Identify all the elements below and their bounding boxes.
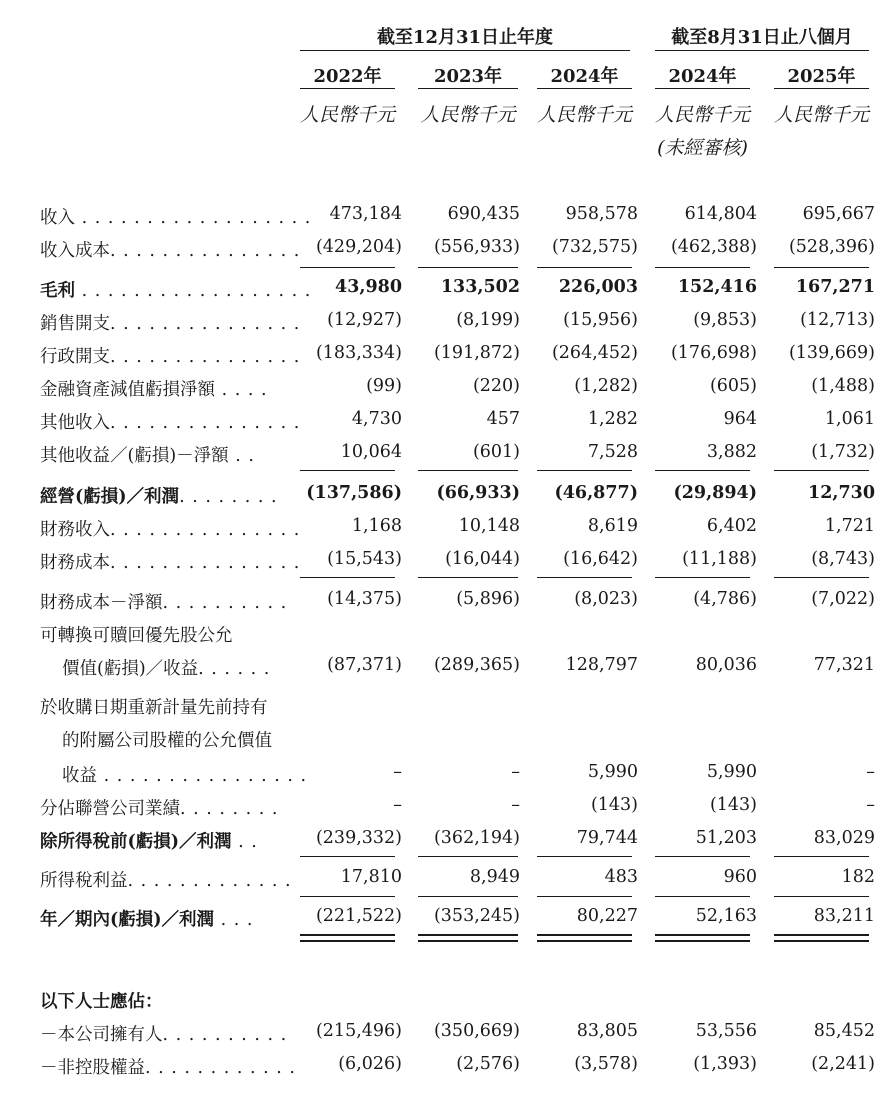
- row-value: 80,036: [695, 655, 757, 675]
- row-value: (66,933): [436, 483, 520, 503]
- row-value: 152,416: [677, 277, 757, 297]
- column-year-2024-period: 2024年: [668, 66, 737, 87]
- row-leader-dots: . . . . . . . . . . . . . . . . . .: [75, 208, 312, 228]
- row-value: (16,044): [445, 549, 520, 569]
- row-value: 1,061: [824, 409, 875, 429]
- row-label: [40, 277, 311, 302]
- header-group-fiscal-year: 截至12月31日止年度: [376, 27, 554, 48]
- subtotal-rule: [537, 577, 632, 578]
- row-label: [40, 442, 255, 467]
- row-leader-dots: . . . . . . . . . .: [162, 593, 288, 613]
- row-value: (99): [366, 376, 402, 396]
- row-value: (139,669): [788, 343, 875, 363]
- row-value: 80,227: [576, 906, 638, 926]
- total-double-rule: [418, 934, 518, 936]
- row-leader-dots: . .: [231, 832, 258, 852]
- row-value: 83,029: [813, 828, 875, 848]
- row-value: (8,743): [811, 549, 875, 569]
- row-leader-dots: . . .: [214, 910, 254, 930]
- row-value: –: [511, 762, 520, 782]
- row-leader-dots: . . . . . . . . . . . . . . .: [110, 413, 301, 433]
- row-label: [40, 310, 300, 335]
- row-value: (239,332): [315, 828, 402, 848]
- row-label-text: 財務收入: [40, 520, 110, 540]
- row-value: (1,282): [574, 376, 638, 396]
- row-label-text: 行政開支: [40, 347, 110, 367]
- total-double-rule: [537, 940, 632, 942]
- row-label-text: 的附屬公司股權的公允價值: [62, 731, 272, 751]
- column-unit: 人民幣千元: [654, 104, 750, 126]
- row-label-text: 所得稅利益: [40, 871, 128, 891]
- row-value: (429,204): [315, 237, 402, 257]
- row-label-text: －本公司擁有人: [40, 1025, 163, 1045]
- row-value: (353,245): [433, 906, 520, 926]
- row-value: –: [511, 795, 520, 815]
- row-label-text: 除所得稅前(虧損)／利潤: [40, 832, 232, 852]
- column-year-2025-period: 2025年: [787, 66, 856, 87]
- total-double-rule: [537, 934, 632, 936]
- row-label: [40, 694, 268, 719]
- column-unit: 人民幣千元: [299, 104, 395, 126]
- row-value: (87,371): [327, 655, 402, 675]
- row-value: (264,452): [551, 343, 638, 363]
- row-leader-dots: . . . . . .: [198, 659, 271, 679]
- row-label-text: 收益: [62, 766, 97, 786]
- row-value: (29,894): [673, 483, 757, 503]
- row-label: [40, 988, 163, 1013]
- total-double-rule: [418, 940, 518, 942]
- subtotal-rule: [418, 577, 518, 578]
- row-label: [40, 867, 292, 892]
- row-leader-dots: . . . . . . . . . . . . . . . . . .: [75, 281, 312, 301]
- row-value: (732,575): [551, 237, 638, 257]
- total-double-rule: [655, 940, 750, 942]
- subtotal-rule: [300, 470, 395, 471]
- row-value: 83,211: [813, 906, 875, 926]
- year-rule: [418, 88, 518, 89]
- row-value: 128,797: [565, 655, 638, 675]
- column-unit: 人民幣千元: [420, 104, 516, 126]
- row-value: (7,022): [811, 589, 875, 609]
- row-value: 5,990: [587, 762, 638, 782]
- row-value: (143): [590, 795, 638, 815]
- row-value: 483: [604, 867, 638, 887]
- row-value: 8,619: [587, 516, 638, 536]
- row-value: 10,148: [458, 516, 520, 536]
- column-unit: 人民幣千元: [536, 104, 632, 126]
- row-value: –: [866, 762, 875, 782]
- row-value: 51,203: [695, 828, 757, 848]
- row-value: (605): [709, 376, 757, 396]
- row-label-text: 價值(虧損)／收益: [62, 659, 199, 679]
- row-leader-dots: . . . . . . . . . .: [162, 1025, 288, 1045]
- row-value: (362,194): [433, 828, 520, 848]
- row-leader-dots: . . . . . . . . . . . . . . .: [110, 553, 301, 573]
- row-value: (46,877): [554, 483, 638, 503]
- total-double-rule: [300, 940, 395, 942]
- subtotal-rule: [418, 856, 518, 857]
- row-value: (462,388): [670, 237, 757, 257]
- header-group-fiscal-year-rule: [300, 50, 630, 51]
- subtotal-rule: [537, 470, 632, 471]
- column-year-2022: 2022年: [313, 66, 382, 87]
- row-value: (215,496): [315, 1021, 402, 1041]
- subtotal-rule: [655, 577, 750, 578]
- subtotal-rule: [418, 267, 518, 268]
- row-leader-dots: . . . . . . . .: [180, 799, 279, 819]
- row-value: (15,543): [327, 549, 402, 569]
- row-value: (601): [472, 442, 520, 462]
- row-value: (1,732): [811, 442, 875, 462]
- column-unit: 人民幣千元: [773, 104, 869, 126]
- row-value: (5,896): [456, 589, 520, 609]
- row-label-text: 於收購日期重新計量先前持有: [40, 698, 268, 718]
- row-label-text: －非控股權益: [40, 1058, 145, 1078]
- subtotal-rule: [774, 856, 869, 857]
- row-value: 964: [723, 409, 757, 429]
- row-label: [40, 622, 233, 647]
- total-double-rule: [655, 934, 750, 936]
- row-label-text: 毛利: [40, 281, 75, 301]
- row-leader-dots: . . . . . . . . . . . . . . .: [110, 347, 301, 367]
- row-value: 690,435: [447, 204, 520, 224]
- year-rule: [537, 88, 632, 89]
- row-label-text: 銷售開支: [40, 314, 110, 334]
- row-label-text: 收入: [40, 208, 75, 228]
- row-value: –: [393, 762, 402, 782]
- row-label-text: 其他收益／(虧損)－淨額: [40, 446, 229, 466]
- row-label: [40, 589, 287, 614]
- row-leader-dots: . . . . . . . . . . . . . . .: [110, 241, 301, 261]
- year-rule: [655, 88, 750, 89]
- subtotal-rule: [300, 896, 395, 897]
- year-rule: [300, 88, 395, 89]
- row-label: [62, 762, 307, 787]
- row-value: 695,667: [802, 204, 875, 224]
- row-label: [62, 655, 270, 680]
- row-value: (1,393): [693, 1054, 757, 1074]
- row-value: (11,188): [682, 549, 757, 569]
- row-value: (183,334): [315, 343, 402, 363]
- row-label: [40, 1021, 287, 1046]
- row-label-text: 收入成本: [40, 241, 110, 261]
- row-label: [40, 828, 258, 853]
- row-label-text: 經營(虧損)／利潤: [40, 487, 180, 507]
- subtotal-rule: [655, 470, 750, 471]
- subtotal-rule: [774, 267, 869, 268]
- row-label: [40, 795, 278, 820]
- row-value: (176,698): [670, 343, 757, 363]
- row-value: 226,003: [558, 277, 638, 297]
- row-label-text: 其他收入: [40, 413, 110, 433]
- subtotal-rule: [418, 470, 518, 471]
- total-double-rule: [774, 934, 869, 936]
- row-value: 167,271: [795, 277, 875, 297]
- row-value: 1,168: [351, 516, 402, 536]
- row-value: 6,402: [706, 516, 757, 536]
- header-group-eight-months: 截至8月31日止八個月: [671, 27, 853, 48]
- row-leader-dots: . . . . . . . . . . . . . . .: [110, 314, 301, 334]
- row-value: (556,933): [433, 237, 520, 257]
- row-value: (8,023): [574, 589, 638, 609]
- row-label: [40, 906, 253, 931]
- row-leader-dots: . . . .: [215, 380, 268, 400]
- row-value: (6,026): [338, 1054, 402, 1074]
- row-value: (16,642): [563, 549, 638, 569]
- row-value: (2,576): [456, 1054, 520, 1074]
- row-label: [40, 376, 268, 401]
- row-value: (221,522): [315, 906, 402, 926]
- row-value: 1,721: [824, 516, 875, 536]
- row-value: 3,882: [706, 442, 757, 462]
- row-value: 614,804: [684, 204, 757, 224]
- row-value: 43,980: [335, 277, 402, 297]
- subtotal-rule: [300, 856, 395, 857]
- row-label: [40, 516, 300, 541]
- subtotal-rule: [655, 856, 750, 857]
- year-rule: [774, 88, 869, 89]
- row-label-text: 金融資產減值虧損淨額: [40, 380, 215, 400]
- total-double-rule: [774, 940, 869, 942]
- row-leader-dots: . .: [228, 446, 255, 466]
- row-value: 4,730: [351, 409, 402, 429]
- column-year-2024: 2024年: [550, 66, 619, 87]
- row-value: (220): [472, 376, 520, 396]
- row-value: 12,730: [808, 483, 875, 503]
- row-value: 960: [723, 867, 757, 887]
- row-value: 77,321: [813, 655, 875, 675]
- row-value: (12,713): [800, 310, 875, 330]
- row-value: (289,365): [433, 655, 520, 675]
- subtotal-rule: [418, 896, 518, 897]
- total-double-rule: [300, 934, 395, 936]
- row-value: (15,956): [563, 310, 638, 330]
- row-value: (3,578): [574, 1054, 638, 1074]
- column-year-2023: 2023年: [433, 66, 503, 87]
- row-label-text: 可轉換可贖回優先股公允: [40, 626, 233, 646]
- row-label-text: 財務成本－淨額: [40, 593, 163, 613]
- row-value: (2,241): [811, 1054, 875, 1074]
- row-value: 182: [841, 867, 875, 887]
- subtotal-rule: [300, 267, 395, 268]
- row-value: (528,396): [788, 237, 875, 257]
- row-value: (4,786): [693, 589, 757, 609]
- row-leader-dots: . . . . . . . . . . . . . . . .: [97, 766, 308, 786]
- subtotal-rule: [655, 267, 750, 268]
- header-group-eight-months-rule: [655, 50, 869, 51]
- row-value: (8,199): [456, 310, 520, 330]
- row-value: (14,375): [327, 589, 402, 609]
- row-label-text: 以下人士應佔：: [40, 992, 163, 1012]
- row-label-text: 分佔聯營公司業績: [40, 799, 180, 819]
- subtotal-rule: [537, 856, 632, 857]
- row-value: (191,872): [433, 343, 520, 363]
- subtotal-rule: [537, 267, 632, 268]
- row-value: 5,990: [706, 762, 757, 782]
- row-value: 17,810: [340, 867, 402, 887]
- row-label: [40, 483, 278, 508]
- row-value: 457: [486, 409, 520, 429]
- row-value: –: [393, 795, 402, 815]
- subtotal-rule: [655, 896, 750, 897]
- row-value: 53,556: [695, 1021, 757, 1041]
- row-value: 85,452: [813, 1021, 875, 1041]
- row-value: (9,853): [693, 310, 757, 330]
- row-leader-dots: . . . . . . . . . . . . .: [127, 871, 292, 891]
- row-leader-dots: . . . . . . . . . . . .: [145, 1058, 296, 1078]
- row-label: [40, 409, 300, 434]
- row-label: [62, 727, 272, 752]
- row-label: [40, 1054, 296, 1079]
- row-value: (137,586): [306, 483, 402, 503]
- row-label-text: 年／期內(虧損)／利潤: [40, 910, 215, 930]
- subtotal-rule: [537, 896, 632, 897]
- row-value: (12,927): [327, 310, 402, 330]
- row-label: [40, 549, 300, 574]
- row-value: 133,502: [440, 277, 520, 297]
- row-value: (1,488): [811, 376, 875, 396]
- subtotal-rule: [774, 896, 869, 897]
- row-value: 958,578: [565, 204, 638, 224]
- row-value: 8,949: [469, 867, 520, 887]
- row-label: [40, 204, 311, 229]
- row-leader-dots: . . . . . . . . . . . . . . .: [110, 520, 301, 540]
- row-value: 7,528: [587, 442, 638, 462]
- row-value: 473,184: [329, 204, 402, 224]
- subtotal-rule: [300, 577, 395, 578]
- row-value: 10,064: [340, 442, 402, 462]
- subtotal-rule: [774, 470, 869, 471]
- row-leader-dots: . . . . . . . .: [179, 487, 278, 507]
- row-value: (350,669): [433, 1021, 520, 1041]
- subtotal-rule: [774, 577, 869, 578]
- row-value: 52,163: [695, 906, 757, 926]
- row-value: 83,805: [576, 1021, 638, 1041]
- row-value: 1,282: [587, 409, 638, 429]
- row-value: –: [866, 795, 875, 815]
- row-value: (143): [709, 795, 757, 815]
- row-label: [40, 237, 300, 262]
- row-value: 79,744: [576, 828, 638, 848]
- row-label-text: 財務成本: [40, 553, 110, 573]
- column-unaudited-note: (未經審核): [657, 137, 748, 159]
- row-label: [40, 343, 300, 368]
